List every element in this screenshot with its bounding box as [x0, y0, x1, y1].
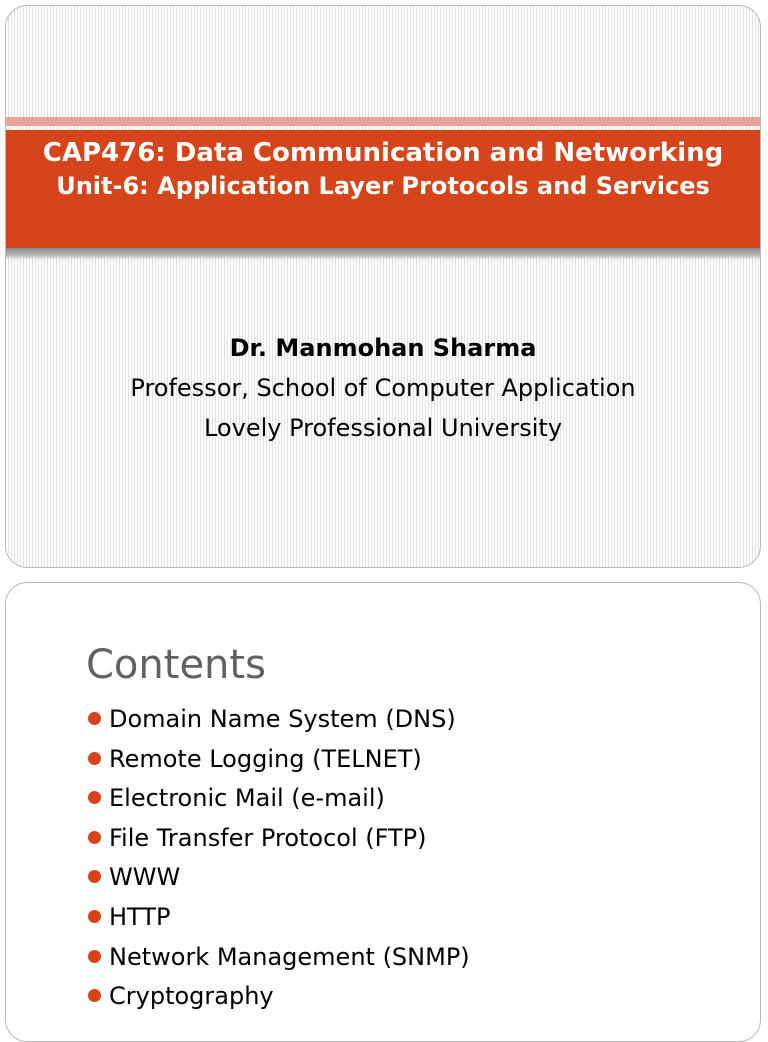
bullet-icon	[88, 950, 101, 963]
list-item-text: HTTP	[109, 902, 171, 931]
list-item-text: Network Management (SNMP)	[109, 942, 470, 971]
title-band	[6, 117, 760, 265]
list-item	[88, 819, 470, 859]
bullet-icon	[88, 831, 101, 844]
contents-heading: Contents	[86, 642, 266, 688]
list-item-text: Remote Logging (TELNET)	[109, 744, 422, 773]
unit-title: Unit-6: Application Layer Protocols and Services	[56, 172, 710, 200]
bullet-icon	[88, 870, 101, 883]
list-item	[88, 858, 470, 898]
title-band-shadow	[6, 248, 760, 260]
list-item-text: Electronic Mail (e-mail)	[109, 784, 385, 813]
bullet-icon	[88, 791, 101, 804]
contents-list	[88, 700, 470, 1017]
list-item	[88, 700, 470, 740]
title-slide	[5, 5, 761, 568]
contents-slide	[5, 582, 761, 1042]
list-item	[88, 779, 470, 819]
list-item	[88, 938, 470, 978]
author-block	[6, 328, 760, 448]
slide-title	[6, 136, 760, 202]
author-name: Dr. Manmohan Sharma	[229, 334, 537, 362]
bullet-icon	[88, 752, 101, 765]
list-item-text: Domain Name System (DNS)	[109, 705, 456, 733]
list-item-text: WWW	[109, 863, 181, 892]
bullet-icon	[88, 910, 101, 923]
author-title: Professor, School of Computer Application	[130, 374, 636, 402]
list-item	[88, 740, 470, 780]
course-title: CAP476: Data Communication and Networking	[42, 138, 724, 168]
bullet-icon	[88, 989, 101, 1002]
title-band-top-stripe	[6, 117, 760, 126]
bullet-icon	[88, 712, 101, 725]
author-organization: Lovely Professional University	[203, 414, 563, 442]
list-item-text: File Transfer Protocol (FTP)	[109, 823, 427, 852]
list-item	[88, 898, 470, 938]
list-item	[88, 977, 470, 1017]
list-item-text: Cryptography	[109, 982, 274, 1011]
